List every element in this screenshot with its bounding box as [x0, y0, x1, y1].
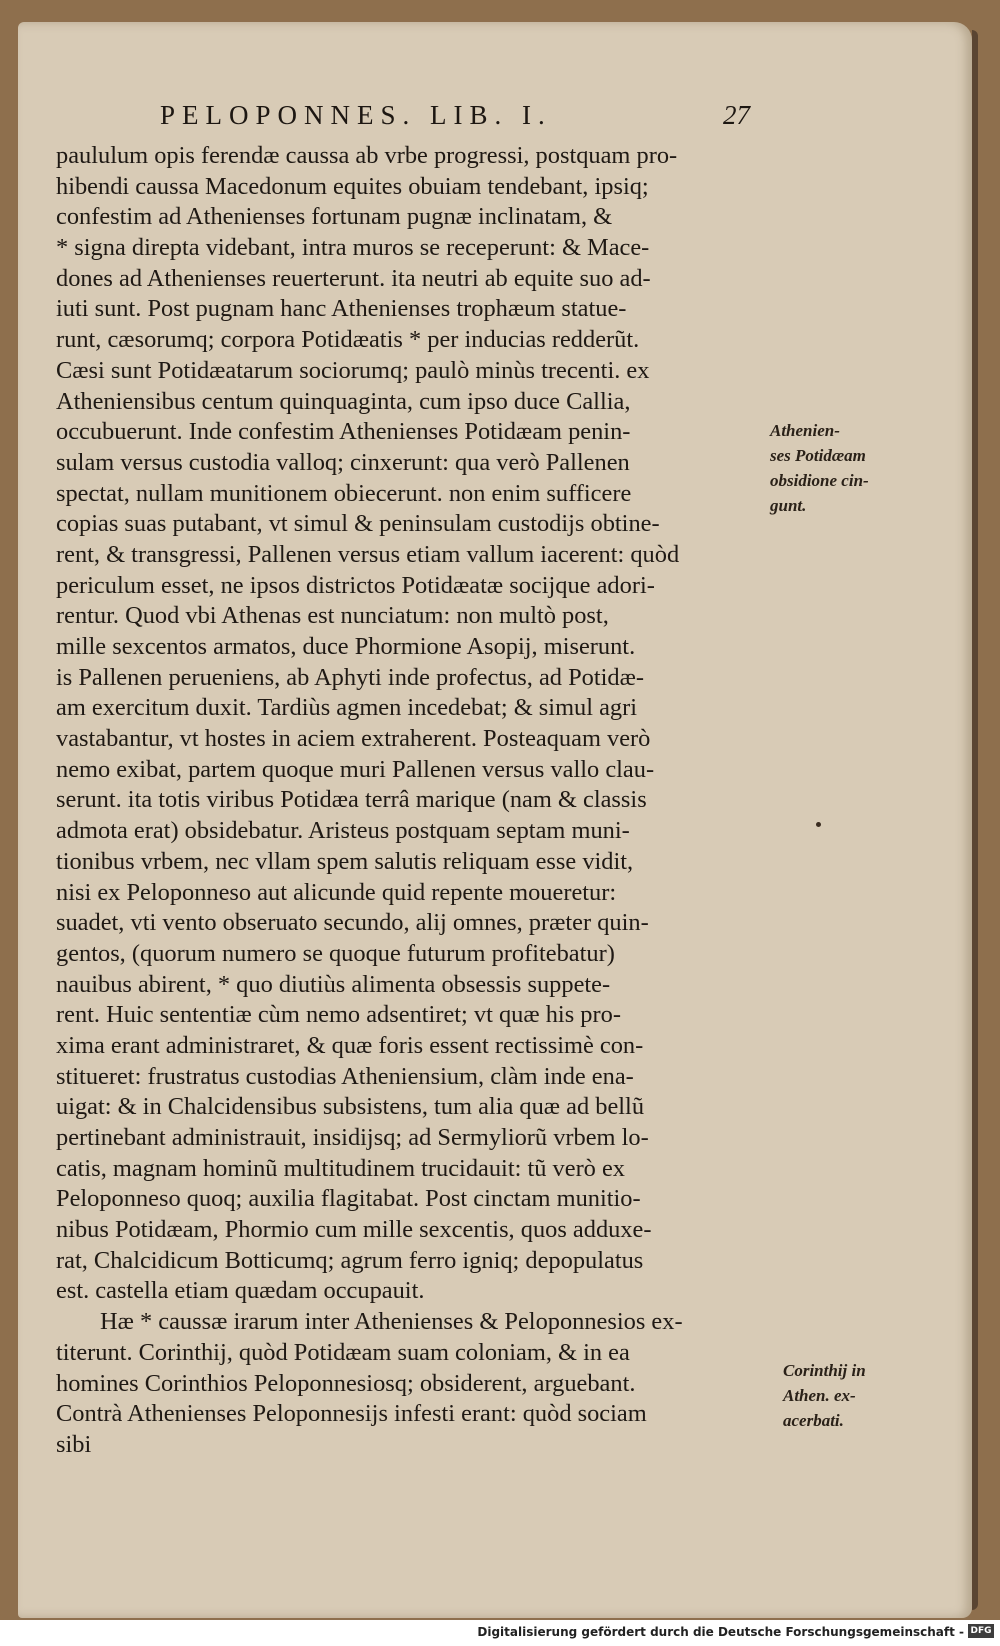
margin-note-line: acerbati.: [783, 1411, 844, 1430]
text-line: rent. Huic sententiæ cùm nemo adsentiret; vt quæ his pro-: [56, 1001, 621, 1029]
main-text: [56, 141, 756, 1461]
funding-credit: Digitalisierung gefördert durch die Deutsche Forschungsgemeinschaft -: [477, 1625, 964, 1639]
text-line: Contrà Athenienses Peloponnesijs infesti erant: quòd sociam: [56, 1400, 647, 1428]
text-line: admota erat) obsidebatur. Aristeus postquam septam muni-: [56, 817, 630, 845]
text-line: rent, & transgressi, Pallenen versus etiam vallum iacerent: quòd: [56, 540, 680, 568]
text-line: sulam versus custodia valloq; cinxerunt: qua verò Pallenen: [56, 448, 630, 476]
margin-note-line: Corinthij in: [783, 1361, 866, 1380]
margin-note-line: Athen. ex-: [783, 1386, 856, 1405]
text-line: am exercitum duxit. Tardiùs agmen incedebat; & simul agri: [56, 694, 638, 722]
page-header: [160, 100, 750, 140]
text-line: mille sexcentos armatos, duce Phormione Asopij, miserunt.: [56, 633, 636, 660]
text-line: Peloponneso quoq; auxilia flagitabat. Post cinctam munitio-: [56, 1185, 641, 1213]
text-line: occubuerunt. Inde confestim Athenienses Potidæam penin-: [56, 418, 631, 446]
text-line: catis, magnam hominũ multitudinem trucidauit: tũ verò ex: [56, 1154, 625, 1182]
text-line: nemo exibat, partem quoque muri Pallenen versus vallo clau-: [56, 755, 655, 783]
text-line: runt, cæsorumq; corpora Potidæatis * per inducias redderũt.: [56, 326, 640, 354]
text-line: * signa direpta videbant, intra muros se receperunt: & Mace-: [56, 234, 650, 262]
page-number: 27: [723, 100, 750, 130]
text-line: pertinebant administrauit, insidijsq; ad Sermyliorũ vrbem lo-: [56, 1124, 649, 1151]
margin-note-line: Athenien-: [770, 421, 840, 440]
text-line: hibendi caussa Macedonum equites obuiam tendebant, ipsiq;: [56, 172, 649, 200]
digitization-footer: [0, 1620, 1000, 1646]
text-line: copias suas putabant, vt simul & peninsulam custodijs obtine-: [56, 510, 660, 538]
text-line: Cæsi sunt Potidæatarum sociorumq; paulò minùs trecenti. ex: [56, 356, 650, 384]
text-line: spectat, nullam munitionem obiecerunt. non enim sufficere: [56, 479, 632, 507]
page-edge: [972, 30, 978, 1610]
margin-note-line: obsidione cin-: [770, 471, 869, 490]
text-line: tionibus vrbem, nec vllam spem salutis reliquam esse vidit,: [56, 847, 634, 875]
text-line: nisi ex Peloponneso aut alicunde quid repente moueretur:: [56, 878, 617, 906]
text-line: dones ad Athenienses reuerterunt. ita neutri ab equite suo ad-: [56, 264, 651, 292]
text-line: sibi: [56, 1430, 92, 1458]
text-line: suadet, vti vento obseruato secundo, alij omnes, præter quin-: [56, 909, 649, 937]
margin-note-line: ses Potidæam: [770, 446, 866, 465]
margin-note-athenienses: [770, 418, 869, 518]
text-line: titerunt. Corinthij, quòd Potidæam suam coloniam, & in ea: [56, 1338, 630, 1366]
ink-spot: [816, 822, 821, 827]
text-line: is Pallenen perueniens, ab Aphyti inde profectus, ad Potidæ-: [56, 663, 644, 691]
text-line: homines Corinthios Peloponnesiosq; obsiderent, arguebant.: [56, 1369, 636, 1397]
text-line: est. castella etiam quædam occupauit.: [56, 1277, 425, 1305]
text-line: stitueret: frustratus custodias Atheniensium, clàm inde ena-: [56, 1062, 634, 1090]
text-line: vastabantur, vt hostes in aciem extraherent. Posteaquam verò: [56, 725, 651, 753]
text-line: gentos, (quorum numero se quoque futurum profitebatur): [56, 939, 615, 967]
text-line: iuti sunt. Post pugnam hanc Athenienses trophæum statue-: [56, 295, 627, 323]
text-line: paululum opis ferendæ caussa ab vrbe progressi, postquam pro-: [56, 142, 678, 169]
text-line: nibus Potidæam, Phormio cum mille sexcentis, quos adduxe-: [56, 1216, 652, 1244]
text-line: uigat: & in Chalcidensibus subsistens, tum alia quæ ad bellũ: [56, 1093, 645, 1121]
text-line: rat, Chalcidicum Botticumq; agrum ferro igniq; depopulatus: [56, 1246, 644, 1274]
text-line: rentur. Quod vbi Athenas est nunciatum: non multò post,: [56, 602, 609, 630]
text-line: periculum esset, ne ipsos districtos Potidæatæ socijque adori-: [56, 571, 655, 599]
text-line: serunt. ita totis viribus Potidæa terrâ marique (nam & classis: [56, 786, 647, 814]
dfg-logo: DFG: [968, 1624, 994, 1638]
margin-note-corinthij: [783, 1358, 866, 1433]
text-line: Hæ * caussæ irarum inter Athenienses & Peloponnesios ex-: [100, 1308, 683, 1336]
text-line: nauibus abirent, * quo diutiùs alimenta obsessis suppete-: [56, 970, 611, 998]
margin-note-line: gunt.: [770, 496, 807, 515]
text-line: Atheniensibus centum quinquaginta, cum ipso duce Callia,: [56, 387, 631, 415]
running-head: PELOPONNES. LIB. I.: [160, 100, 552, 130]
text-line: xima erant administraret, & quæ foris essent rectissimè con-: [56, 1031, 644, 1059]
text-line: confestim ad Athenienses fortunam pugnæ inclinatam, &: [56, 203, 613, 231]
